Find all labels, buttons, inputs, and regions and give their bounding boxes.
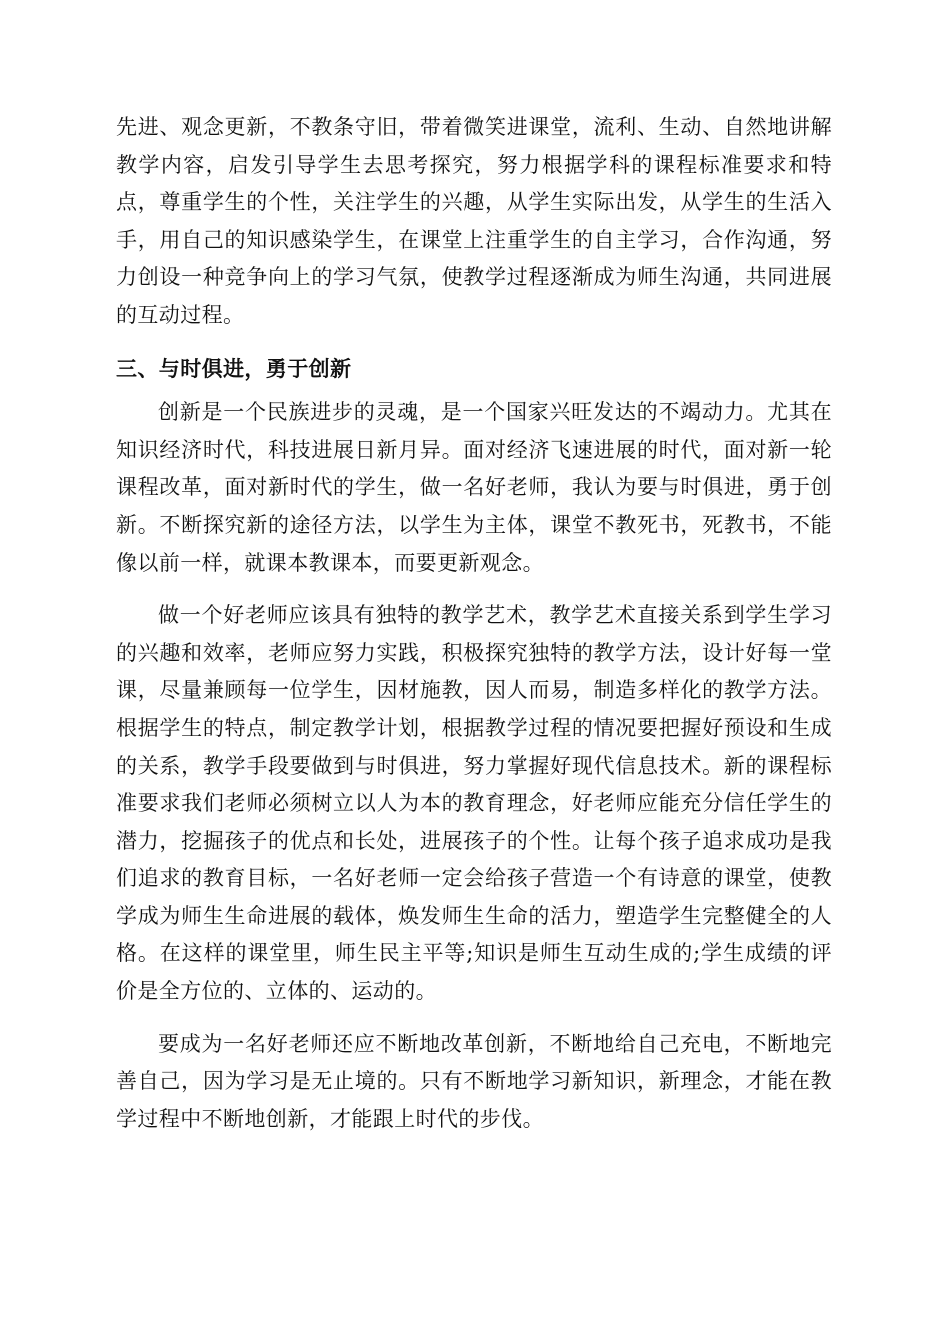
document-body	[116, 109, 832, 1138]
paragraph-continuation: 先进、观念更新，不教条守旧，带着微笑进课堂，流利、生动、自然地讲解教学内容，启发引导学生去思考探究，努力根据学科的课程标准要求和特点，尊重学生的个性，关注学生的兴趣，从学生实际出发，从学生的生活入手，用自己的知识感染学生，在课堂上注重学生的自主学习，合作沟通，努力创设一种竞争向上的学习气氛，使教学过程逐渐成为师生沟通，共同进展的互动过程。	[116, 115, 832, 327]
paragraph-teaching-art: 做一个好老师应该具有独特的教学艺术，教学艺术直接关系到学生学习的兴趣和效率，老师应努力实践，积极探究独特的教学方法，设计好每一堂课，尽量兼顾每一位学生，因材施教，因人而易，制造多样化的教学方法。根据学生的特点，制定教学计划，根据教学过程的情况要把握好预设和生成的关系，教学手段要做到与时俱进，努力掌握好现代信息技术。新的课程标准要求我们老师必须树立以人为本的教育理念，好老师应能充分信任学生的潜力，挖掘孩子的优点和长处，进展孩子的个性。让每个孩子追求成功是我们追求的教育目标，一名好老师一定会给孩子营造一个有诗意的课堂，使教学成为师生生命进展的载体，焕发师生生命的活力，塑造学生完整健全的人格。在这样的课堂里，师生民主平等;知识是师生互动生成的;学生成绩的评价是全方位的、立体的、运动的。	[116, 603, 832, 1004]
paragraph-innovation: 创新是一个民族进步的灵魂，是一个国家兴旺发达的不竭动力。尤其在知识经济时代，科技进展日新月异。面对经济飞速进展的时代，面对新一轮课程改革，面对新时代的学生，做一名好老师，我认为要与时俱进，勇于创新。不断探究新的途径方法，以学生为主体，课堂不教死书，死教书，不能像以前一样，就课本教课本，而要更新观念。	[116, 400, 832, 575]
section-heading: 三、与时俱进，勇于创新	[116, 355, 352, 381]
paragraph-self-improvement: 要成为一名好老师还应不断地改革创新，不断地给自己充电，不断地完善自己，因为学习是无止境的。只有不断地学习新知识，新理念，才能在教学过程中不断地创新，才能跟上时代的步伐。	[116, 1031, 832, 1131]
